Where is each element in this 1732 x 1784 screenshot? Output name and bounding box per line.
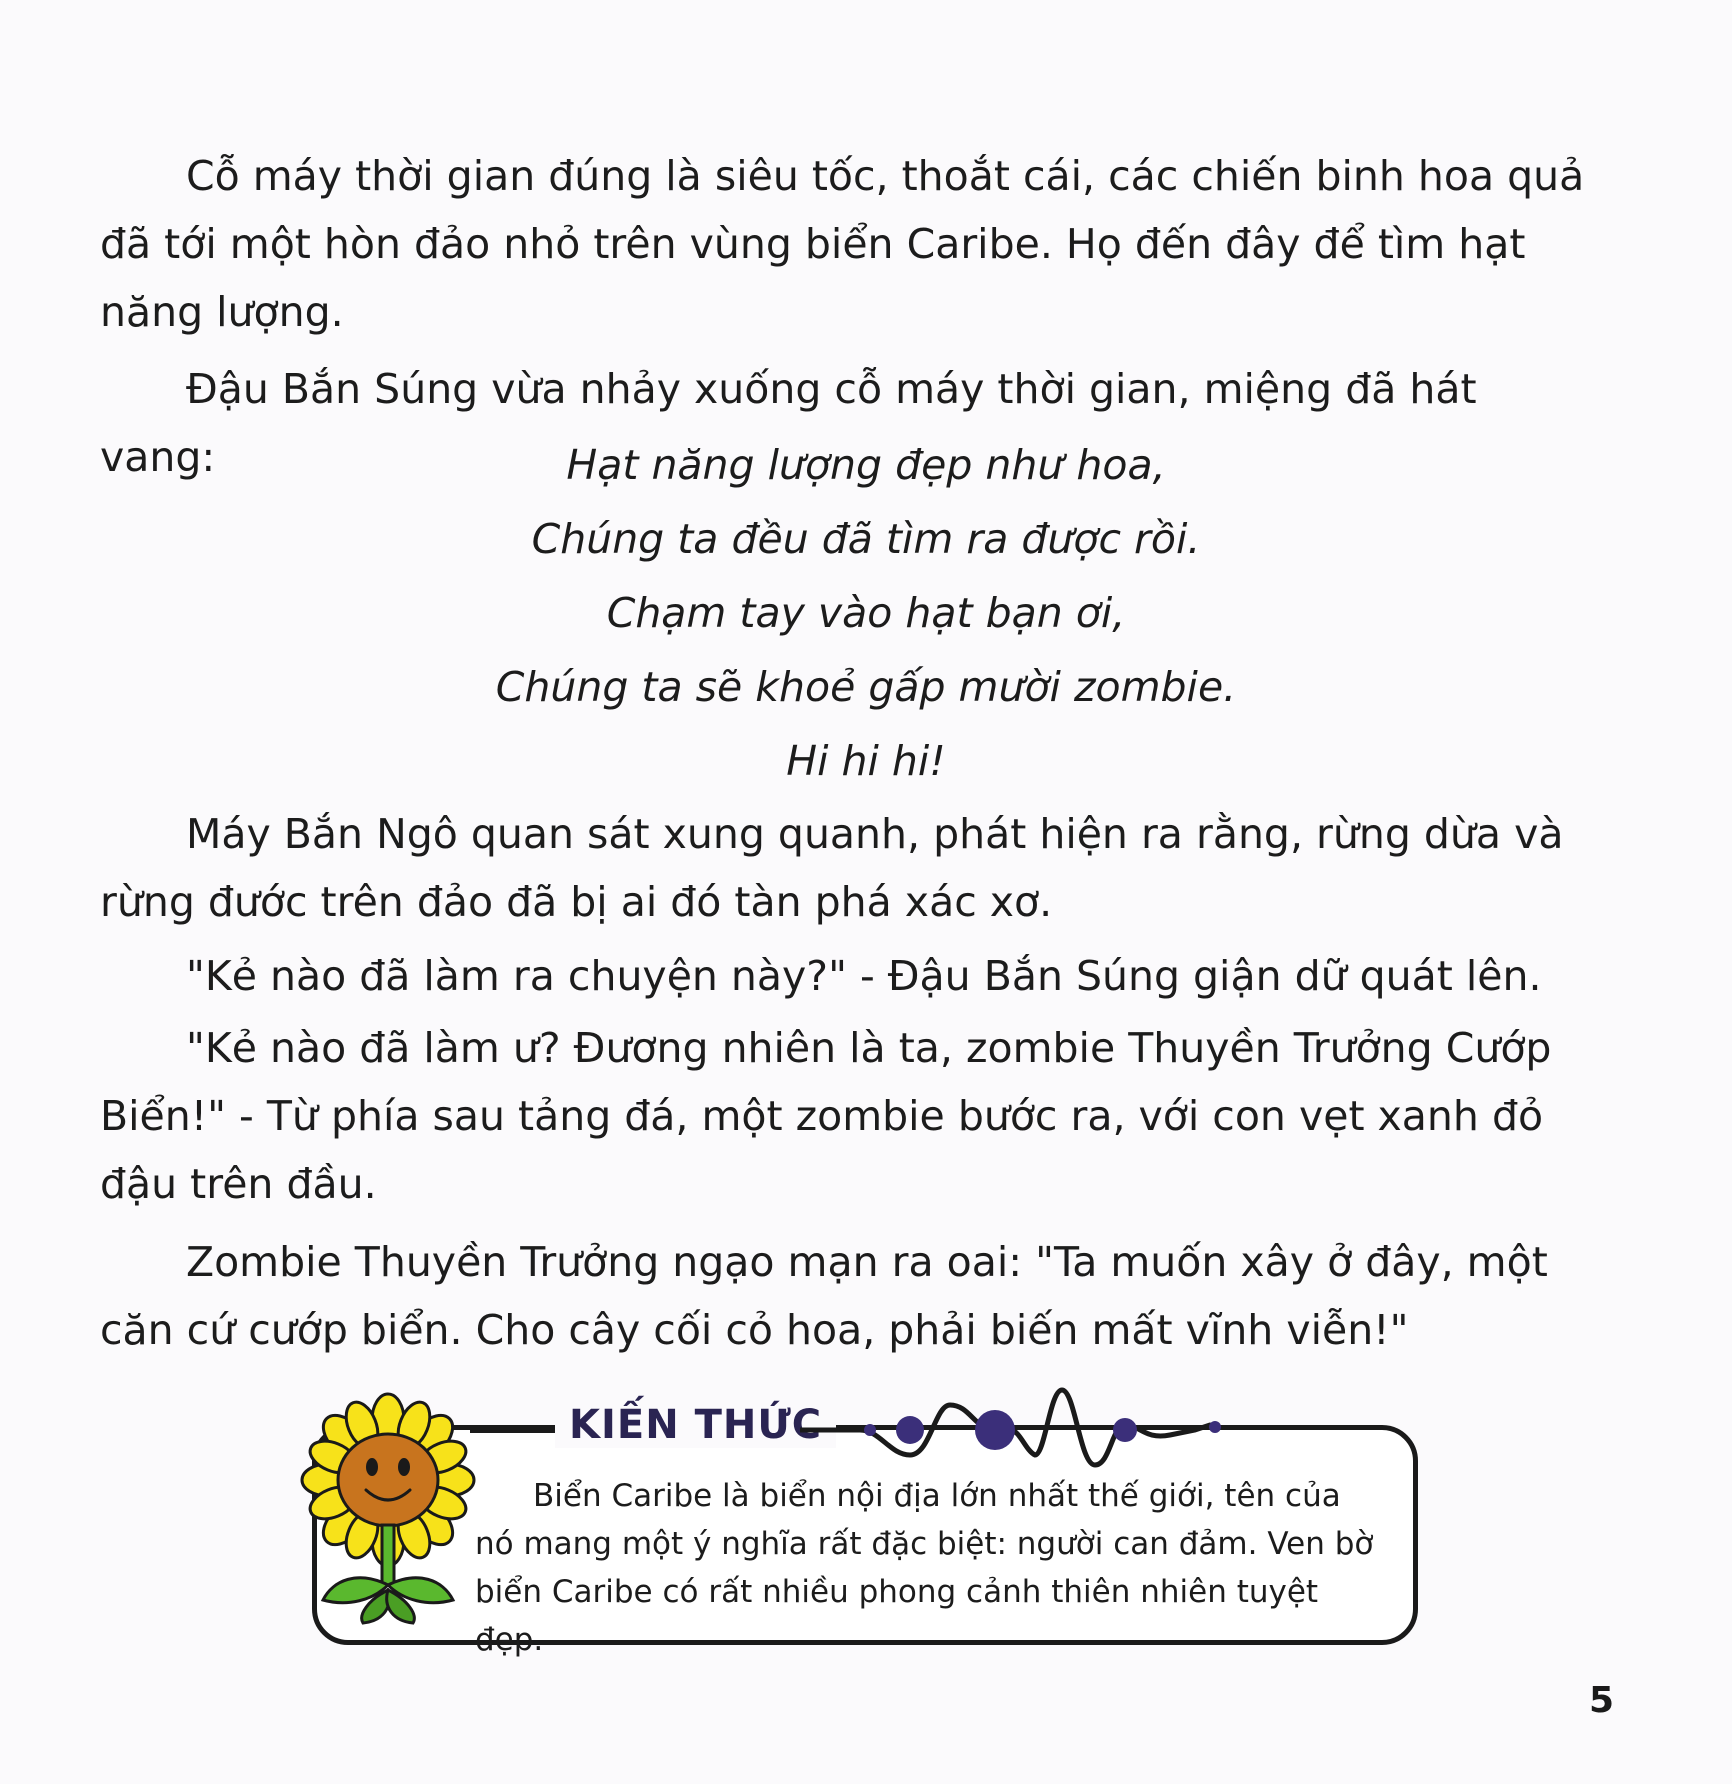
- knowledge-text-content: Biển Caribe là biển nội địa lớn nhất thế giới, tên của nó mang một ý nghĩa rất đặc biệt: người can đảm. Ven bờ biển Caribe có rất nhiều phong cảnh thiên nhiên tuyệt đẹp.: [475, 1478, 1374, 1658]
- knowledge-title: KIẾN THỨC: [555, 1402, 836, 1448]
- verse-line-2: Chúng ta đều đã tìm ra được rồi.: [531, 515, 1201, 563]
- knowledge-text: [475, 1472, 1385, 1664]
- verse-line-4: Chúng ta sẽ khoẻ gấp mười zombie.: [495, 663, 1237, 711]
- wave-decoration-icon: [800, 1385, 1240, 1475]
- page-number: 5: [1588, 1680, 1614, 1721]
- story-paragraph-6-text: Zombie Thuyền Trưởng ngạo mạn ra oai: "Ta muốn xây ở đây, một căn cứ cướp biển. Cho cây cối cỏ hoa, phải biến mất vĩnh viễn!": [100, 1238, 1548, 1354]
- story-paragraph-2-text: Đậu Bắn Súng vừa nhảy xuống cỗ máy thời gian, miệng đã hát vang:: [100, 365, 1477, 481]
- verse-line-1: Hạt năng lượng đẹp như hoa,: [566, 441, 1166, 489]
- story-paragraph-4: [100, 942, 1600, 1010]
- story-paragraph-6: [100, 1228, 1600, 1364]
- story-paragraph-1: [100, 142, 1600, 346]
- verse-line-3: Chạm tay vào hạt bạn ơi,: [606, 589, 1126, 637]
- story-paragraph-5-text: "Kẻ nào đã làm ư? Đương nhiên là ta, zombie Thuyền Trưởng Cướp Biển!" - Từ phía sau tảng đá, một zombie bước ra, với con vẹt xanh đỏ đậu trên đầu.: [100, 1024, 1552, 1208]
- story-paragraph-3: [100, 800, 1600, 936]
- story-paragraph-1-text: Cỗ máy thời gian đúng là siêu tốc, thoắt cái, các chiến binh hoa quả đã tới một hòn đảo nhỏ trên vùng biển Caribe. Họ đến đây để tìm hạt năng lượng.: [100, 152, 1585, 336]
- sunflower-icon: [288, 1385, 488, 1625]
- story-paragraph-3-text: Máy Bắn Ngô quan sát xung quanh, phát hiện ra rằng, rừng dừa và rừng đước trên đảo đã bị ai đó tàn phá xác xơ.: [100, 810, 1564, 926]
- story-paragraph-5: [100, 1014, 1600, 1218]
- verse-line-5: Hi hi hi!: [786, 737, 946, 785]
- story-paragraph-4-text: "Kẻ nào đã làm ra chuyện này?" - Đậu Bắn Súng giận dữ quát lên.: [186, 952, 1542, 1000]
- song-verse: [0, 428, 1732, 798]
